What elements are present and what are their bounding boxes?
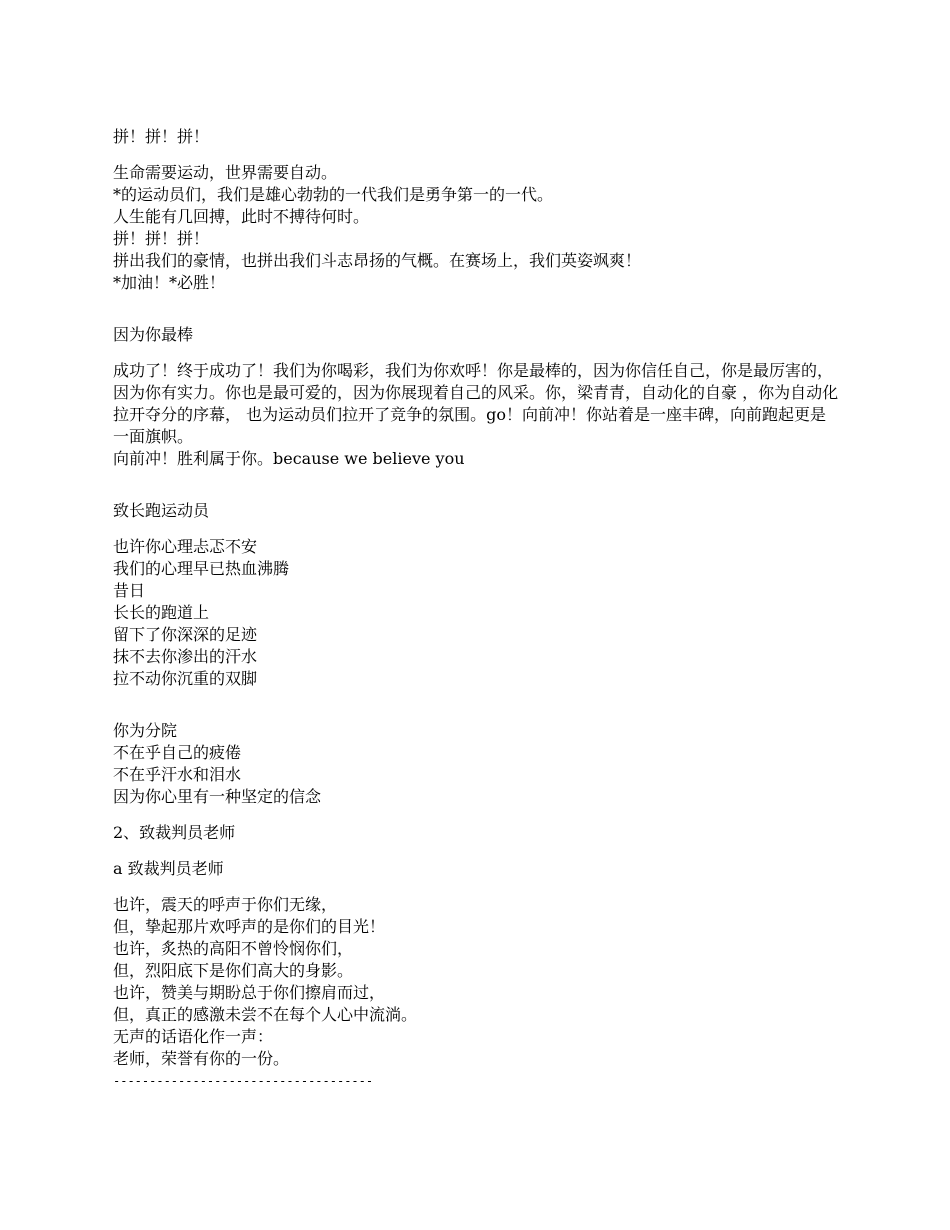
text-line: *的运动员们，我们是雄心勃勃的一代我们是勇争第一的一代。 [113, 185, 554, 204]
text-line: 昔日 [113, 581, 146, 600]
spacer [113, 470, 843, 500]
spacer [113, 690, 843, 720]
text-line: 不在乎自己的疲倦 [113, 743, 242, 762]
text-line: 长长的跑道上 [113, 603, 210, 622]
text-line: 不在乎汗水和泪水 [113, 765, 242, 784]
section-subheading-referee: a 致裁判员老师 [113, 859, 224, 878]
text-line: 无声的话语化作一声： [113, 1027, 274, 1046]
spacer [113, 294, 843, 324]
section-heading-referee: 2、致裁判员老师 [113, 823, 236, 842]
document-page [113, 126, 843, 1092]
section-heading-runner: 致长跑运动员 [113, 501, 210, 520]
spacer [113, 522, 843, 536]
text-line: *加油！*必胜！ [113, 273, 226, 292]
section-body-referee [113, 894, 843, 1070]
spacer [113, 880, 843, 894]
dashed-divider: ------------------------------------ [113, 1074, 374, 1088]
spacer [113, 808, 843, 822]
text-line: 人生能有几回搏，此时不搏待何时。 [113, 207, 370, 226]
section-heading-pin: 拼！拼！拼！ [113, 127, 210, 146]
text-line: 因为你心里有一种坚定的信念 [113, 787, 322, 806]
spacer [113, 346, 843, 360]
text-line: 也许，震天的呼声于你们无缘， [113, 895, 338, 914]
spacer [113, 844, 843, 858]
section-body-branch [113, 720, 843, 808]
text-line: 老师，荣誉有你的一份。 [113, 1049, 290, 1068]
text-line: 生命需要运动，世界需要自动。 [113, 163, 338, 182]
text-line: 留下了你深深的足迹 [113, 625, 258, 644]
text-line: 也许，炙热的高阳不曾怜悯你们， [113, 939, 354, 958]
text-line: 你为分院 [113, 721, 178, 740]
text-line: 拼出我们的豪情，也拼出我们斗志昂扬的气概。在赛场上，我们英姿飒爽！ [113, 251, 642, 270]
section-heading-best: 因为你最棒 [113, 325, 194, 344]
section-body-runner [113, 536, 843, 690]
text-line: 但，真正的感激未尝不在每个人心中流淌。 [113, 1005, 418, 1024]
text-line: 也许，赞美与期盼总于你们擦肩而过， [113, 983, 386, 1002]
section-body-pin [113, 162, 843, 294]
text-line: 向前冲！胜利属于你。because we believe you [113, 449, 465, 468]
text-line: 但，挚起那片欢呼声的是你们的目光！ [113, 917, 386, 936]
text-line: 也许你心理忐忑不安 [113, 537, 258, 556]
text-line: 抹不去你渗出的汗水 [113, 647, 258, 666]
text-line: 拼！拼！拼！ [113, 229, 210, 248]
spacer [113, 148, 843, 162]
text-line: 我们的心理早已热血沸腾 [113, 559, 290, 578]
section-paragraph-best: 成功了！终于成功了！我们为你喝彩，我们为你欢呼！你是最棒的，因为你信任自己，你是最厉害的，因为你有实力。你也是最可爱的，因为你展现着自己的风采。你，梁青青，自动化的自豪 ，你为自动化拉开夺分的序幕， 也为运动员们拉开了竞争的氛围。go！向前冲！你站着是一座丰碑，向前跑起更是一面旗帜。 [113, 361, 839, 446]
text-line: 但，烈阳底下是你们高大的身影。 [113, 961, 354, 980]
text-line: 拉不动你沉重的双脚 [113, 669, 258, 688]
